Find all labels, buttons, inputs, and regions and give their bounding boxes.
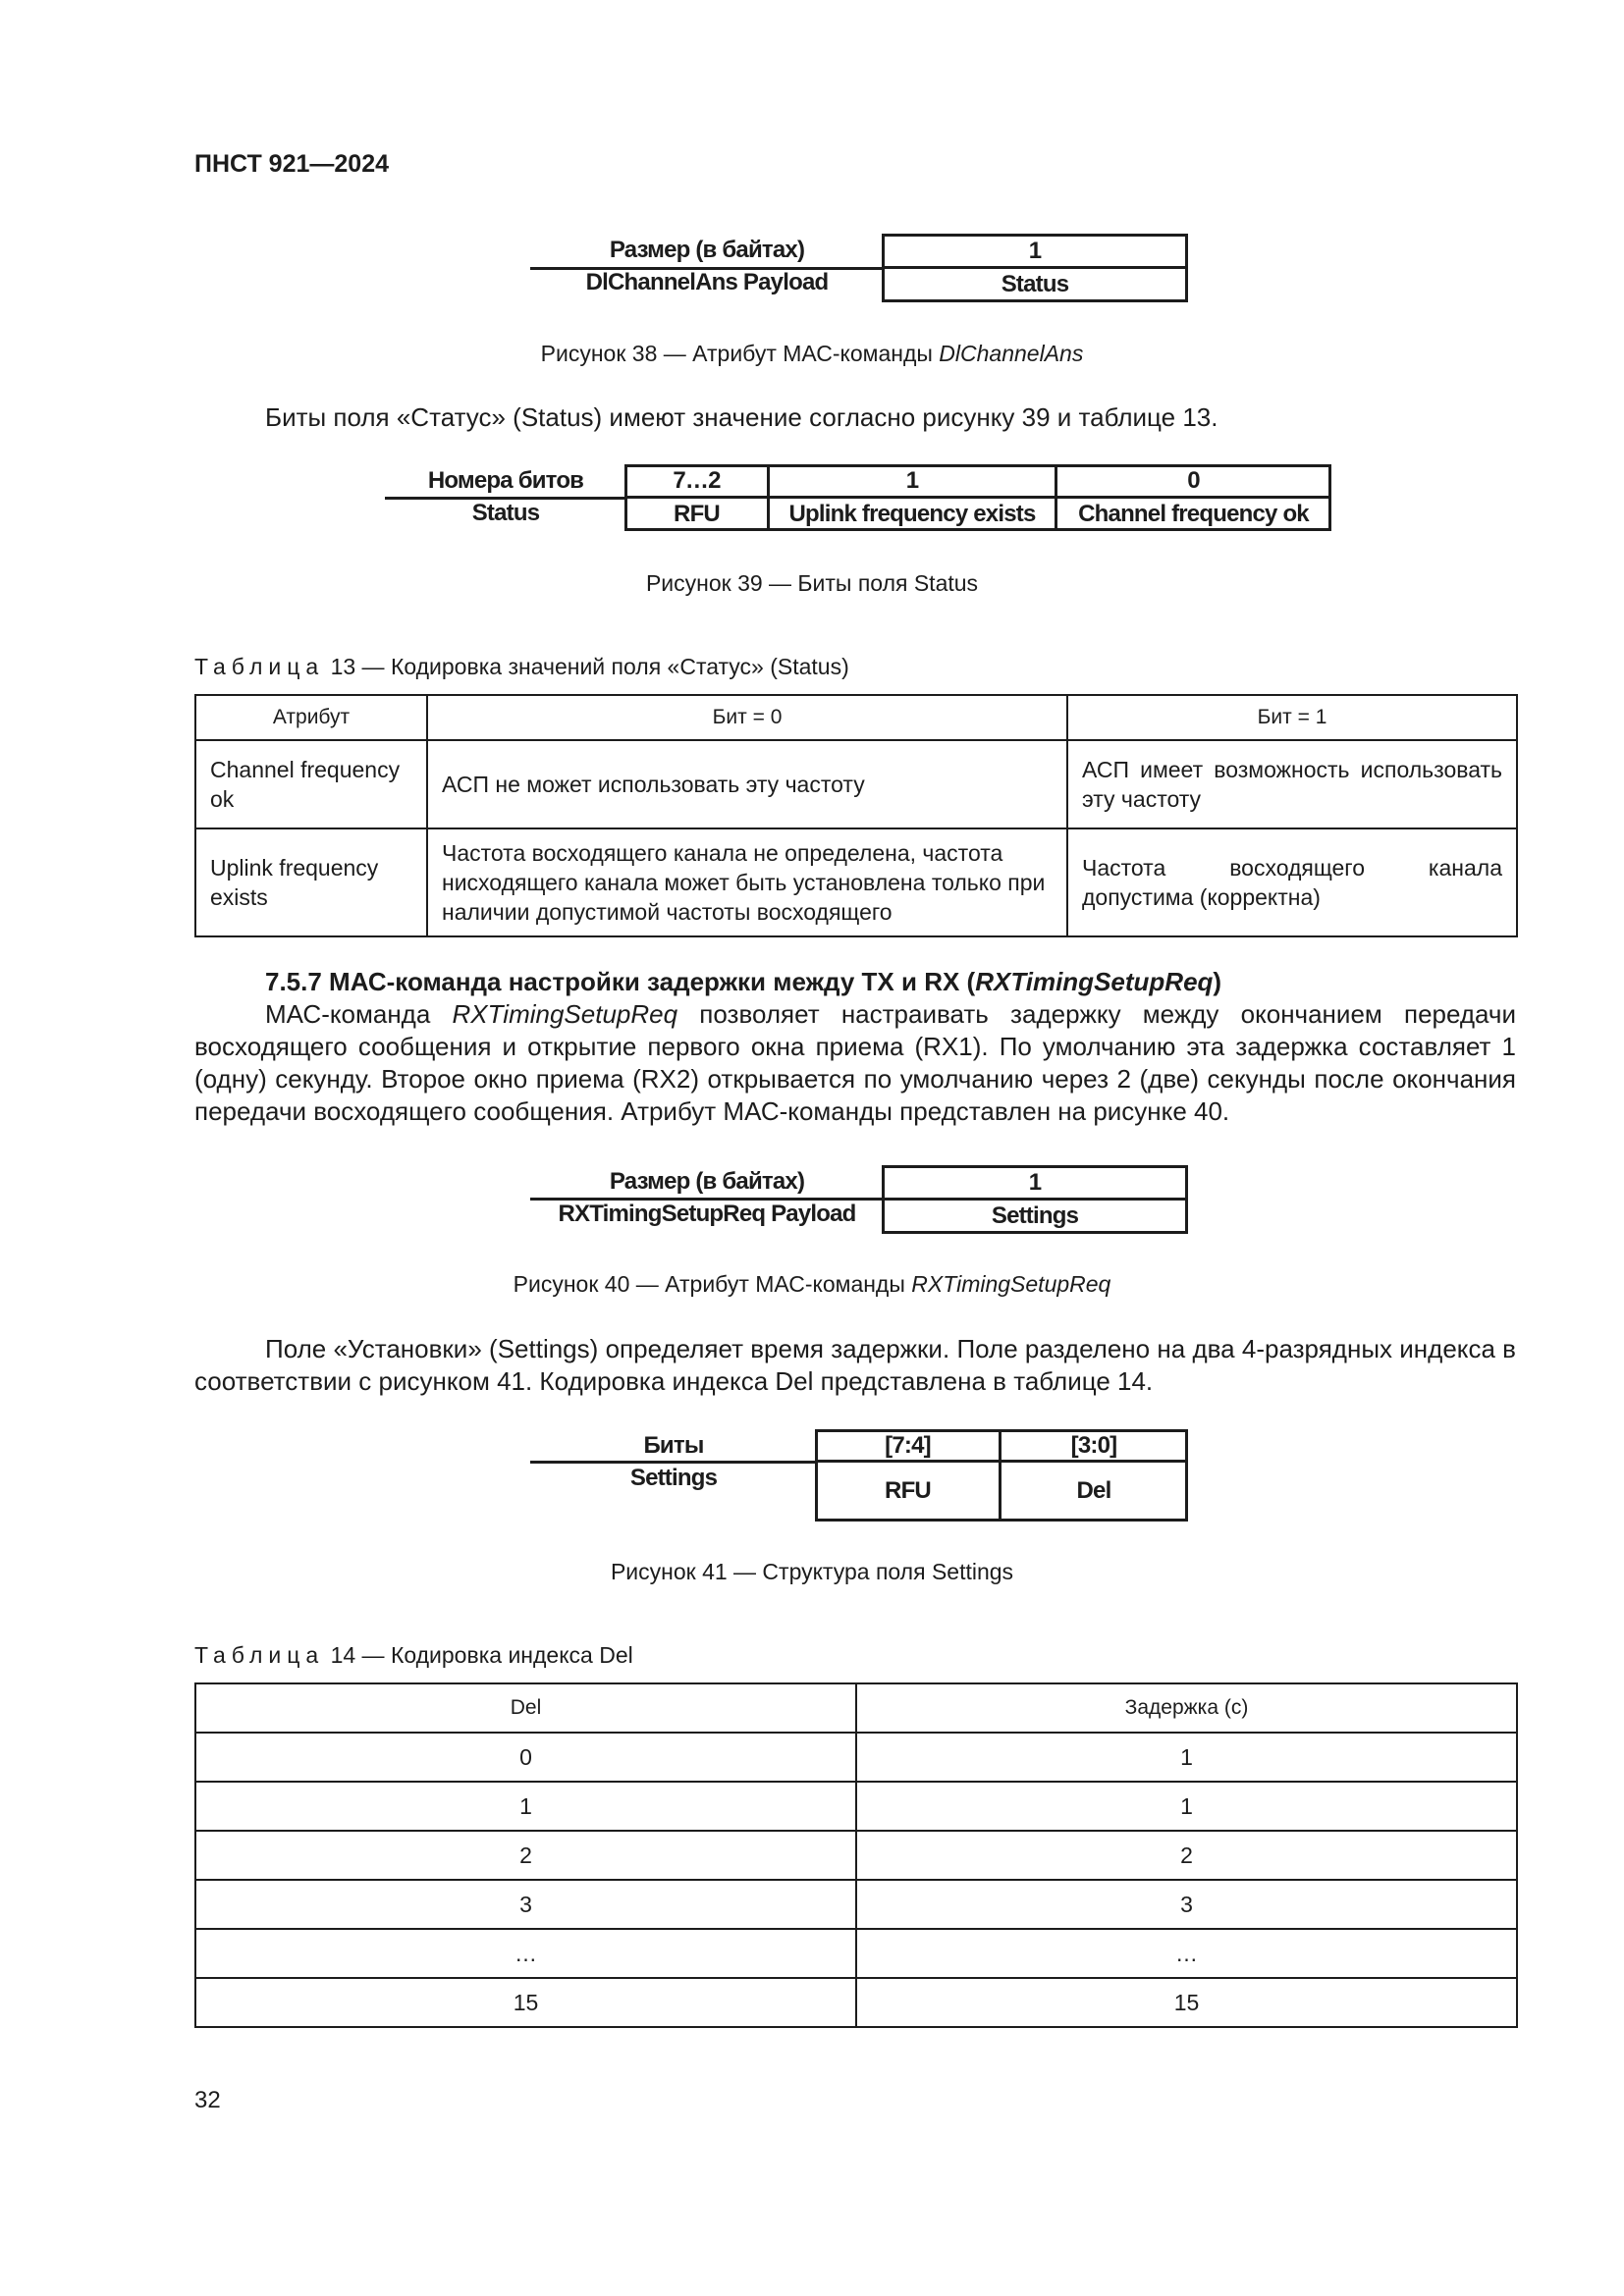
- fig39-bit-0: 0: [1187, 467, 1200, 494]
- table-row: [195, 1929, 1517, 1978]
- section-7-5-7-paragraph: МАС-команда RXTimingSetupReq позволяет настраивать задержку между окончанием передачи восходящего сообщения и открытие первого окна приема (RX1). По умолчанию эта задержка составляет 1 (одну) секунду. Второе окно приема (RX2) открывается по умолчанию через 2 (две) секунды после окончания передачи восходящего сообщения. Атрибут МАС-команды представлен на рисунке 40.: [194, 999, 1517, 1126]
- table14-cell: 15: [856, 1978, 1517, 2027]
- table-row: [195, 1978, 1517, 2027]
- table14-header-delay: Задержка (с): [856, 1683, 1517, 1733]
- settings-paragraph: Поле «Установки» (Settings) определяет время задержки. Поле разделено на два 4-разрядных индекса в соответствии с рисунком 41. Кодировка индекса Del представлена в таблице 14.: [194, 1334, 1516, 1396]
- fig39-status-label: Status: [471, 500, 540, 526]
- fig41-bits-label: Биты: [643, 1432, 704, 1459]
- table-14: [194, 1682, 1518, 2028]
- fig38-size-value: 1: [1028, 238, 1042, 264]
- table-row: [195, 740, 1517, 828]
- table14-cell: 1: [856, 1782, 1517, 1831]
- figure-41-caption: Рисунок 41 — Структура поля Settings: [610, 1559, 1014, 1584]
- fig41-bits-high: [7:4]: [885, 1431, 931, 1459]
- table14-cell: …: [856, 1929, 1517, 1978]
- table-13-caption: Таблица 13 — Кодировка значений поля «Статус» (Status): [194, 654, 849, 679]
- fig41-value-rfu: RFU: [885, 1477, 931, 1504]
- fig41-value-del: Del: [1076, 1477, 1111, 1504]
- table13-header-bit1: Бит = 1: [1067, 695, 1517, 740]
- table14-header-del: Del: [195, 1683, 856, 1733]
- table13-cell: Channel frequency ok: [195, 740, 427, 828]
- table13-cell: Uplink frequency exists: [195, 828, 427, 936]
- table14-cell: 2: [856, 1831, 1517, 1880]
- table13-cell: Частота восходящего канала не определена, частота нисходящего канала может быть установлена только при наличии допустимой частоты восходящего: [427, 828, 1067, 936]
- section-7-5-7-heading: 7.5.7 МАС-команда настройки задержки между TX и RX (RXTimingSetupReq): [265, 967, 1222, 996]
- table-row: [195, 1880, 1517, 1929]
- fig38-payload-value: Status: [1001, 270, 1069, 297]
- fig41-settings-label: Settings: [629, 1465, 718, 1491]
- table14-cell: 3: [195, 1880, 856, 1929]
- table14-cell: 15: [195, 1978, 856, 2027]
- table14-cell: 1: [856, 1733, 1517, 1782]
- table13-header-bit0: Бит = 0: [427, 695, 1067, 740]
- fig40-size-value: 1: [1028, 1169, 1042, 1196]
- table-row: [195, 828, 1517, 936]
- table14-cell: 3: [856, 1880, 1517, 1929]
- figure-38-caption: Рисунок 38 — Атрибут МАС-команды DlChannelAns: [540, 341, 1084, 366]
- table13-cell: АСП имеет возможность использовать эту частоту: [1067, 740, 1517, 828]
- fig39-value-channel: Channel frequency ok: [1078, 500, 1309, 527]
- fig39-value-uplink: Uplink frequency exists: [788, 500, 1036, 527]
- table-row: [195, 1831, 1517, 1880]
- table13-cell: АСП не может использовать эту частоту: [427, 740, 1067, 828]
- page-number: 32: [194, 2087, 221, 2113]
- fig39-bits-label: Номера битов: [427, 467, 584, 494]
- table14-cell: 0: [195, 1733, 856, 1782]
- table13-cell: Частота восходящего канала допустима (корректна): [1067, 828, 1517, 936]
- fig41-bits-low: [3:0]: [1070, 1431, 1117, 1459]
- fig40-payload-value: Settings: [991, 1201, 1079, 1229]
- table-row: [195, 1733, 1517, 1782]
- table-13: [194, 694, 1518, 937]
- status-bits-paragraph: Биты поля «Статус» (Status) имеют значение согласно рисунку 39 и таблице 13.: [265, 402, 1218, 432]
- fig40-payload-label: RXTimingSetupReq Payload: [558, 1201, 856, 1227]
- fig39-bit-1: 1: [905, 467, 919, 494]
- table-14-caption: Таблица 14 — Кодировка индекса Del: [194, 1642, 633, 1668]
- fig39-value-rfu: RFU: [674, 500, 720, 527]
- document-code: ПНСТ 921—2024: [194, 150, 389, 178]
- table14-cell: 1: [195, 1782, 856, 1831]
- fig41-divider: [530, 1461, 817, 1464]
- figure-39-caption: Рисунок 39 — Биты поля Status: [645, 570, 979, 596]
- fig38-payload-label: DlChannelAns Payload: [585, 269, 829, 295]
- table-row: [195, 1782, 1517, 1831]
- fig38-size-label: Размер (в байтах): [609, 237, 805, 263]
- table14-cell: …: [195, 1929, 856, 1978]
- fig39-bit-7-2: 7…2: [673, 467, 721, 494]
- table14-cell: 2: [195, 1831, 856, 1880]
- table13-header-attribute: Атрибут: [195, 695, 427, 740]
- fig40-size-label: Размер (в байтах): [609, 1168, 805, 1195]
- figure-40-caption: Рисунок 40 — Атрибут МАС-команды RXTimingSetupReq: [513, 1271, 1111, 1297]
